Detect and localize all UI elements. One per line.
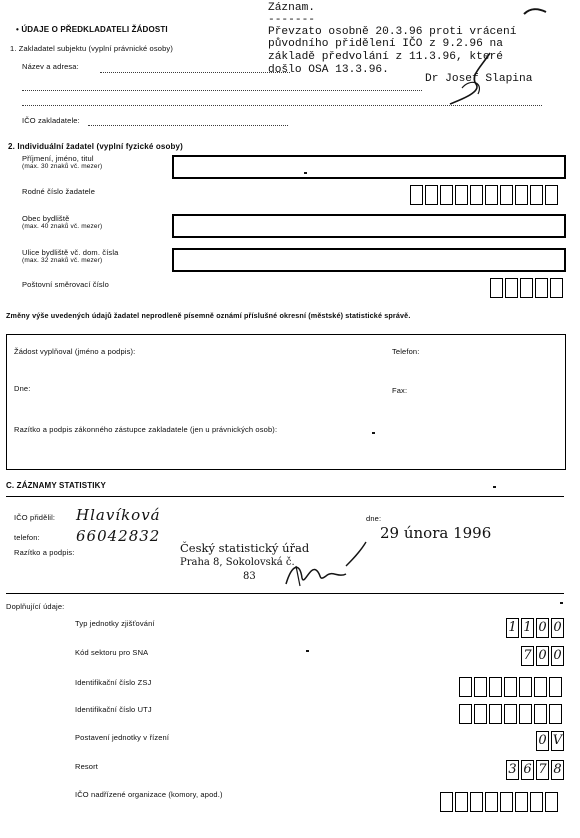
scan-speck	[560, 602, 563, 604]
supp-cells-resort[interactable]	[506, 760, 566, 780]
supp-label-type-unit: Typ jednotky zjišťování	[75, 619, 155, 628]
supp-label-resort: Resort	[75, 762, 98, 771]
name-address-label: Název a adresa:	[22, 62, 79, 71]
supp-cell[interactable]	[474, 677, 487, 697]
supp-cell[interactable]: 8	[551, 760, 564, 780]
handwritten-signature-scribble	[440, 48, 500, 108]
ico-founder-dots[interactable]	[88, 125, 288, 126]
supp-cell[interactable]	[545, 792, 558, 812]
supp-cell[interactable]: V	[551, 731, 564, 751]
birth-cell[interactable]	[515, 185, 528, 205]
sectionC-date-value: 29 února 1996	[380, 524, 492, 542]
supp-cell[interactable]	[515, 792, 528, 812]
scan-speck	[306, 650, 309, 652]
surname-field[interactable]	[172, 155, 566, 179]
name-address-dots-2[interactable]	[22, 90, 422, 91]
supp-cell[interactable]: 0	[551, 646, 564, 666]
scan-speck	[304, 172, 307, 174]
supp-cell[interactable]	[549, 704, 562, 724]
birth-cell[interactable]	[485, 185, 498, 205]
supp-cell[interactable]	[455, 792, 468, 812]
sectionC-phone-label: telefon:	[14, 533, 40, 542]
postal-cell[interactable]	[490, 278, 503, 298]
sectionC-stamp-label: Razítko a podpis:	[14, 548, 75, 557]
corner-mark	[522, 4, 552, 20]
phone-label: Telefon:	[392, 347, 420, 356]
changes-notice: Změny výše uvedených údajů žadatel neprodleně písemně oznámí příslušné okresní (městské) statistické správě.	[6, 311, 411, 320]
supp-cell[interactable]: 6	[521, 760, 534, 780]
supp-cell[interactable]: 0	[536, 618, 549, 638]
birth-cell[interactable]	[440, 185, 453, 205]
note-line-3: základě předvolání z 11.3.96, které	[268, 51, 503, 63]
supp-cell[interactable]: 7	[521, 646, 534, 666]
sectionC-top-rule	[6, 496, 564, 497]
supp-cell[interactable]	[530, 792, 543, 812]
supp-cell[interactable]	[504, 704, 517, 724]
supp-cell[interactable]: 0	[536, 731, 549, 751]
supp-cell[interactable]	[489, 704, 502, 724]
section1-title: • ÚDAJE O PŘEDKLADATELI ŽÁDOSTI	[16, 25, 168, 34]
postal-code-cells[interactable]	[490, 278, 565, 298]
birth-cell[interactable]	[425, 185, 438, 205]
street-label: Ulice bydliště vč. dom. čísla (max. 32 znaků vč. mezer)	[22, 248, 119, 264]
ico-assigned-label: IČO přidělil:	[14, 513, 56, 522]
supp-label-position: Postavení jednotky v řízení	[75, 733, 170, 742]
supp-label-sector: Kód sektoru pro SNA	[75, 648, 149, 657]
supp-cell[interactable]: 1	[521, 618, 534, 638]
note-underline: -------	[268, 14, 315, 26]
postal-code-label: Poštovní směrovací číslo	[22, 280, 109, 289]
note-signature: Dr Josef Slapina	[425, 73, 533, 85]
stamp-line-3: 83	[243, 571, 256, 582]
surname-label: Příjmení, jméno, titul (max. 30 znaků vč. mezer)	[22, 154, 103, 170]
birth-number-cells[interactable]	[410, 185, 560, 205]
birth-cell[interactable]	[470, 185, 483, 205]
residence-field[interactable]	[172, 214, 566, 238]
postal-cell[interactable]	[505, 278, 518, 298]
note-line-4: došlo OSA 13.3.96.	[268, 64, 389, 76]
note-heading: Záznam.	[268, 2, 315, 14]
supp-cells-utj[interactable]	[459, 704, 564, 724]
section2-title: 2. Individuální žadatel (vyplní fyzické osoby)	[8, 142, 183, 151]
supp-cell[interactable]	[485, 792, 498, 812]
supp-cell[interactable]	[470, 792, 483, 812]
postal-cell[interactable]	[535, 278, 548, 298]
supp-cell[interactable]	[534, 704, 547, 724]
birth-cell[interactable]	[500, 185, 513, 205]
supp-cells-zsj[interactable]	[459, 677, 564, 697]
supp-cells-sector[interactable]	[521, 646, 566, 666]
birth-cell[interactable]	[545, 185, 558, 205]
stamp-signature-label: Razítko a podpis zákonného zástupce zakladatele (jen u právnických osob):	[14, 425, 278, 434]
sectionC-date-label: dne:	[366, 514, 382, 523]
supp-cells-parent-ico[interactable]	[440, 792, 560, 812]
supp-cells-position[interactable]	[536, 731, 566, 751]
supp-cell[interactable]	[534, 677, 547, 697]
supp-cell[interactable]: 1	[506, 618, 519, 638]
supp-cell[interactable]	[440, 792, 453, 812]
postal-cell[interactable]	[550, 278, 563, 298]
supp-cell[interactable]: 0	[551, 618, 564, 638]
supp-label-parent-ico: IČO nadřízené organizace (komory, apod.)	[75, 790, 223, 799]
supp-cell[interactable]: 0	[536, 646, 549, 666]
supp-label-utj: Identifikační číslo UTJ	[75, 705, 152, 714]
supp-cell[interactable]	[519, 704, 532, 724]
fax-label: Fax:	[392, 386, 408, 395]
item1-label: 1. Zakladatel subjektu (vyplní právnické osoby)	[10, 44, 173, 53]
supp-cell[interactable]: 7	[536, 760, 549, 780]
street-field[interactable]	[172, 248, 566, 272]
supp-cell[interactable]	[474, 704, 487, 724]
postal-cell[interactable]	[520, 278, 533, 298]
supp-cell[interactable]	[549, 677, 562, 697]
supp-label-zsj: Identifikační číslo ZSJ	[75, 678, 152, 687]
sectionC-phone-handwriting: 66042832	[76, 527, 161, 545]
sectionC-title: C. ZÁZNAMY STATISTIKY	[6, 481, 107, 490]
supp-cell[interactable]	[459, 677, 472, 697]
stamp-line-1: Český statistický úřad	[180, 541, 310, 555]
supp-cells-type-unit[interactable]	[506, 618, 566, 638]
ico-assigned-handwriting: Hlavíková	[76, 506, 161, 524]
stamp-line-2: Praha 8, Sokolovská č.	[180, 557, 295, 568]
residence-label: Obec bydliště (max. 40 znaků vč. mezer)	[22, 214, 103, 230]
supp-cell[interactable]	[459, 704, 472, 724]
name-address-dots-1[interactable]	[100, 72, 290, 73]
supp-cell[interactable]	[519, 677, 532, 697]
birth-cell[interactable]	[455, 185, 468, 205]
filled-by-label: Žádost vyplňoval (jméno a podpis):	[14, 347, 136, 356]
sectionC-bottom-rule	[6, 593, 564, 594]
birth-cell[interactable]	[410, 185, 423, 205]
supplementary-title: Doplňující údaje:	[6, 602, 65, 611]
supp-cell[interactable]: 3	[506, 760, 519, 780]
ico-founder-label: IČO zakladatele:	[22, 116, 80, 125]
supp-cell[interactable]	[489, 677, 502, 697]
birth-number-label: Rodné číslo žadatele	[22, 187, 96, 196]
supp-cell[interactable]	[504, 677, 517, 697]
slash-mark	[342, 540, 372, 570]
note-line-1: Převzato osobně 20.3.96 proti vrácení	[268, 26, 517, 38]
supp-cell[interactable]	[500, 792, 513, 812]
date-label: Dne:	[14, 384, 31, 393]
note-line-2: původního přidělení IČO z 9.2.96 na	[268, 38, 503, 50]
scan-speck	[372, 432, 375, 434]
birth-cell[interactable]	[530, 185, 543, 205]
scan-speck	[493, 486, 496, 488]
